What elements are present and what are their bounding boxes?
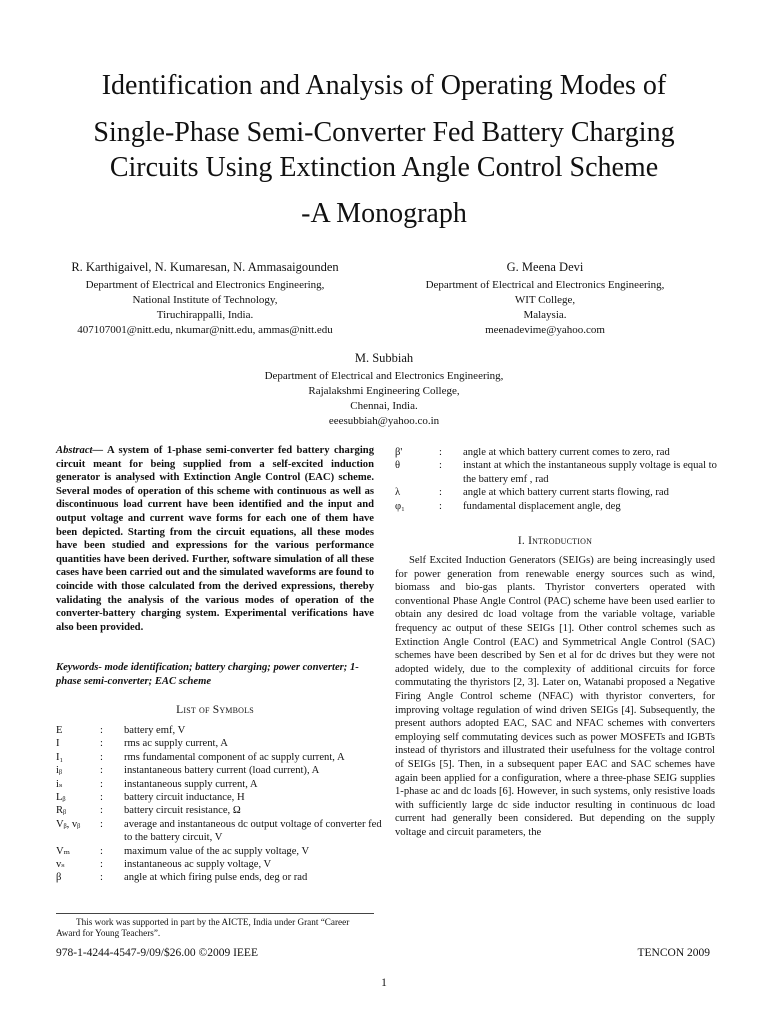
symbols-heading: List of Symbols xyxy=(176,704,254,716)
symbol-separator: : xyxy=(100,845,103,857)
abstract-lead: Abstract— xyxy=(56,445,104,456)
symbol-description: maximum value of the ac supply voltage, V xyxy=(124,845,310,857)
symbol: E xyxy=(56,725,63,736)
symbol-row xyxy=(56,764,386,777)
author-block-wit xyxy=(395,259,695,338)
symbol-description: instant at which the instantaneous supply voltage is equal to the battery emf , rad xyxy=(463,460,717,485)
conference-name: TENCON 2009 xyxy=(637,947,710,959)
symbol-separator: : xyxy=(100,751,103,763)
author-names: M. Subbiah xyxy=(354,351,414,365)
symbol-description: battery circuit resistance, Ω xyxy=(124,805,241,817)
paper-title-line-3: Circuits Using Extinction Angle Control Scheme xyxy=(109,152,659,183)
author-institution: National Institute of Technology, xyxy=(132,294,278,306)
symbol-separator: : xyxy=(100,818,103,830)
author-names: G. Meena Devi xyxy=(506,260,584,274)
symbol-row xyxy=(395,446,725,459)
footnote: This work was supported in part by the AICTE, India under Grant “Career Award for Young Teachers”. xyxy=(56,917,350,938)
symbol-description: rms ac supply current, A xyxy=(124,738,228,750)
symbol-row xyxy=(395,500,725,513)
symbol-description: instantaneous supply current, A xyxy=(124,778,258,790)
symbol: iᵦ xyxy=(56,765,62,777)
symbol: φ₁ xyxy=(395,500,405,512)
symbol-separator: : xyxy=(439,447,442,458)
author-email: 407107001@nitt.edu, nkumar@nitt.edu, ammas@nitt.edu xyxy=(77,324,333,336)
symbol-description: instantaneous battery current (load current), A xyxy=(124,765,320,777)
symbol-row xyxy=(395,459,725,486)
introduction-text xyxy=(395,554,715,839)
abstract-body: A system of 1-phase semi-converter fed battery charging circuit meant for being supplied from a self-excited induction generator is analysed with Extinction Angle Control (EAC) scheme. Several modes of operation of this scheme with continuous as well as discontinuous load current have been identified and the input and output voltage and current wave forms for each one of them have been depicted. Starting from the circuit equations, all these modes have been studied and expressions for the various performance quantities have been derived. Further, software simulation of all these cases have been carried out and the simulated waveforms are found to coincide with those calculated from the derived expressions, thereby validating the analysis of the various modes of operation of the converter-battery charging system. Experimental verifications have also been provided. xyxy=(56,445,374,633)
symbol: β xyxy=(56,872,62,884)
page-number: 1 xyxy=(381,977,387,989)
symbol: I₁ xyxy=(56,751,64,763)
author-location: Chennai, India. xyxy=(350,400,418,412)
paper-title-line-2: Single-Phase Semi-Converter Fed Battery Charging xyxy=(93,117,675,148)
footnote-rule xyxy=(56,913,374,914)
author-location: Tiruchirappalli, India. xyxy=(156,309,254,321)
symbols-table xyxy=(56,724,386,885)
symbol-description: rms fundamental component of ac supply current, A xyxy=(124,751,345,763)
symbol-description: fundamental displacement angle, deg xyxy=(463,500,621,512)
symbol-description: battery circuit inductance, H xyxy=(124,792,245,804)
symbol-description: instantaneous ac supply voltage, V xyxy=(124,859,272,871)
symbol-separator: : xyxy=(100,725,103,736)
symbol-separator: : xyxy=(439,500,442,512)
symbol-separator: : xyxy=(100,872,103,884)
paper-title-line-1: Identification and Analysis of Operating Modes of xyxy=(101,70,667,101)
symbol-separator: : xyxy=(100,765,103,777)
symbol: Rᵦ xyxy=(56,805,67,817)
symbol-row xyxy=(56,737,386,750)
symbol-row xyxy=(56,858,386,871)
symbol-separator: : xyxy=(100,859,103,871)
symbol-description: angle at which firing pulse ends, deg or rad xyxy=(124,872,308,884)
isbn-line: 978-1-4244-4547-9/09/$26.00 ©2009 IEEE xyxy=(56,947,258,959)
symbol-description: average and instantaneous dc output voltage of converter fed to the battery circuit, V xyxy=(124,818,382,844)
symbol-description: angle at which battery current starts flowing, rad xyxy=(463,487,669,499)
symbol-separator: : xyxy=(100,738,103,750)
symbol-row xyxy=(56,791,386,804)
symbol: Vᵦ, vᵦ xyxy=(56,818,81,830)
author-institution: WIT College, xyxy=(514,294,576,306)
symbol: vₛ xyxy=(56,859,65,871)
symbol-separator: : xyxy=(100,778,103,790)
symbol: I xyxy=(56,738,60,750)
author-email: eeesubbiah@yahoo.co.in xyxy=(328,415,440,427)
symbol-separator: : xyxy=(100,805,103,817)
symbol-row xyxy=(56,778,386,791)
symbol: β' xyxy=(395,447,403,458)
symbol-row xyxy=(56,751,386,764)
author-dept: Department of Electrical and Electronics Engineering, xyxy=(85,279,325,291)
symbol-row xyxy=(56,818,386,845)
author-email: meenadevime@yahoo.com xyxy=(485,324,605,336)
author-dept: Department of Electrical and Electronics Engineering, xyxy=(264,370,504,382)
paper-title-line-4: -A Monograph xyxy=(301,198,467,229)
symbol-separator: : xyxy=(100,792,103,804)
symbol-row xyxy=(56,804,386,817)
symbol: λ xyxy=(395,487,401,499)
symbol-row xyxy=(56,871,386,884)
author-institution: Rajalakshmi Engineering College, xyxy=(308,385,460,397)
author-block-nitt xyxy=(40,259,370,338)
author-dept: Department of Electrical and Electronics Engineering, xyxy=(425,279,665,291)
symbol-description: battery emf, V xyxy=(124,725,186,736)
symbol-row xyxy=(56,724,386,737)
symbol: iₛ xyxy=(56,778,63,790)
symbol: Lᵦ xyxy=(56,792,66,804)
symbols-table-continued xyxy=(395,446,725,513)
author-names: R. Karthigaivel, N. Kumaresan, N. Ammasaigounden xyxy=(71,260,339,274)
symbol: θ xyxy=(395,460,401,472)
author-block-rajalakshmi xyxy=(220,350,548,429)
introduction-paragraph: Self Excited Induction Generators (SEIGs) are being increasingly used for power generation from renewable energy sources such as wind, biomass and bio-gas plants. Thyristor converters operated with conventional Phase Angle Control (PAC) scheme have been used earlier to obtain any desired dc load voltage from the variable voltage, variable frequency ac output of these SEIGs [1]. Other control schemes such as Extinction Angle Control (EAC) and Symmetrical Angle Control (SAC) schemes have been described by Sen et al for dc drives but they were not adopted widely, due to the complexity of additional circuits for force commutating the thyristors [2, 3]. Later on, Watanabi proposed a Negative Firing Angle Control scheme (NFAC) with thyristor converters, for improving voltage regulation of wind driven SEIGs [4]. Subsequently, the present authors adopted EAC, SAC and NFAC schemes with converters employing self commutating devices such as power MOSFETs and IGBTs instead of thyristors and illustrated their usefulness for the voltage control of SEIGs [5]. Then, in a subsequent paper EAC and SAC schemes have again been applied for a configuration, where a three-phase SEIG supplies 1-phase ac and dc loads [6]. However, in such systems, only resistive loads with sufficiently large dc side inductor resulting in continuous dc load current had generally been considered. But depending on the supply voltage and circuit parameters, the xyxy=(395,555,715,838)
introduction-heading: I. Introduction xyxy=(517,535,593,547)
symbol-row xyxy=(56,845,386,858)
symbol-description: angle at which battery current comes to zero, rad xyxy=(463,447,670,458)
symbol: Vₘ xyxy=(56,845,71,857)
keywords: Keywords- mode identification; battery charging; power converter; 1-phase semi-converter; EAC scheme xyxy=(56,662,359,687)
symbol-separator: : xyxy=(439,487,442,499)
symbol-row xyxy=(395,486,725,499)
author-location: Malaysia. xyxy=(523,309,567,321)
abstract xyxy=(56,444,374,634)
symbol-separator: : xyxy=(439,460,442,472)
